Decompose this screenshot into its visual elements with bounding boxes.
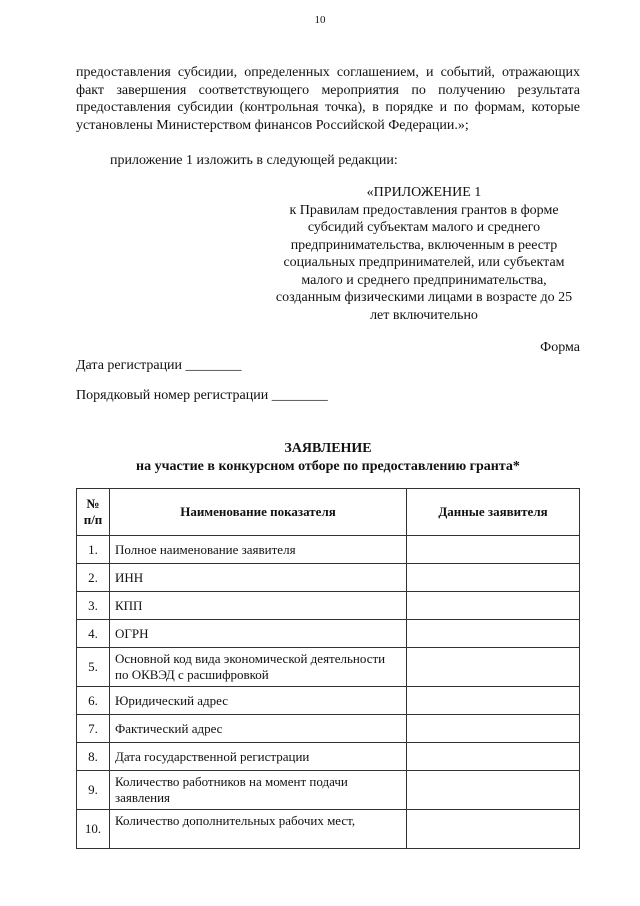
row-name: ОГРН — [110, 620, 407, 648]
application-table — [76, 488, 580, 849]
page-number: 10 — [314, 14, 326, 26]
appendix-title: «ПРИЛОЖЕНИЕ 1 — [366, 185, 482, 200]
title-sub: на участие в конкурсном отборе по предоставлению гранта* — [136, 459, 520, 474]
row-value — [407, 810, 580, 849]
row-num: 2. — [77, 564, 110, 592]
paragraph-instruction: приложение 1 изложить в следующей редакции: — [110, 153, 398, 168]
row-value — [407, 564, 580, 592]
appendix-header — [268, 184, 580, 324]
row-num: 7. — [77, 715, 110, 743]
row-num: 6. — [77, 687, 110, 715]
row-num: 1. — [77, 536, 110, 564]
title-main: ЗАЯВЛЕНИЕ — [284, 441, 372, 456]
form-label: Форма — [540, 340, 580, 355]
table-row — [77, 592, 580, 620]
table-row — [77, 536, 580, 564]
header-name: Наименование показателя — [110, 489, 407, 536]
table-row — [77, 810, 580, 849]
row-name: ИНН — [110, 564, 407, 592]
row-value — [407, 536, 580, 564]
row-num: 9. — [77, 771, 110, 810]
row-num: 3. — [77, 592, 110, 620]
row-num: 8. — [77, 743, 110, 771]
header-data: Данные заявителя — [407, 489, 580, 536]
row-name: КПП — [110, 592, 407, 620]
row-name: Полное наименование заявителя — [110, 536, 407, 564]
row-value — [407, 715, 580, 743]
row-num: 4. — [77, 620, 110, 648]
table-row — [77, 620, 580, 648]
row-value — [407, 743, 580, 771]
row-num: 10. — [77, 810, 110, 849]
row-name: Основной код вида экономической деятельности по ОКВЭД с расшифровкой — [110, 648, 407, 687]
row-value — [407, 620, 580, 648]
row-value — [407, 687, 580, 715]
registration-date-line: Дата регистрации ________ — [76, 358, 242, 373]
row-name: Количество дополнительных рабочих мест, — [110, 810, 407, 849]
row-name: Юридический адрес — [110, 687, 407, 715]
table-row — [77, 564, 580, 592]
row-name: Фактический адрес — [110, 715, 407, 743]
header-num: № п/п — [77, 489, 110, 536]
row-value — [407, 648, 580, 687]
table-row — [77, 715, 580, 743]
paragraph-continuation: предоставления субсидии, определенных соглашением, и событий, отражающих факт завершения соответствующего мероприятия по получению результата предоставления субсидии (контрольная точка), в порядке и по формам, которые установлены Министерством финансов Российской Федерации.»; — [76, 65, 580, 133]
row-num: 5. — [77, 648, 110, 687]
table-row — [77, 648, 580, 687]
table-header-row — [77, 489, 580, 536]
registration-number-line: Порядковый номер регистрации ________ — [76, 388, 328, 403]
table-row — [77, 687, 580, 715]
appendix-text: к Правилам предоставления грантов в форме субсидий субъектам малого и среднего предпринимательства, включенным в реестр социальных предпринимателей, или субъектам малого и среднего предпринимательства, созданным физическими лицами в возрасте до 25 лет включительно — [275, 202, 573, 323]
row-value — [407, 592, 580, 620]
row-name: Количество работников на момент подачи заявления — [110, 771, 407, 810]
row-name: Дата государственной регистрации — [110, 743, 407, 771]
row-value — [407, 771, 580, 810]
table-row — [77, 743, 580, 771]
table-row — [77, 771, 580, 810]
document-title — [76, 440, 580, 476]
